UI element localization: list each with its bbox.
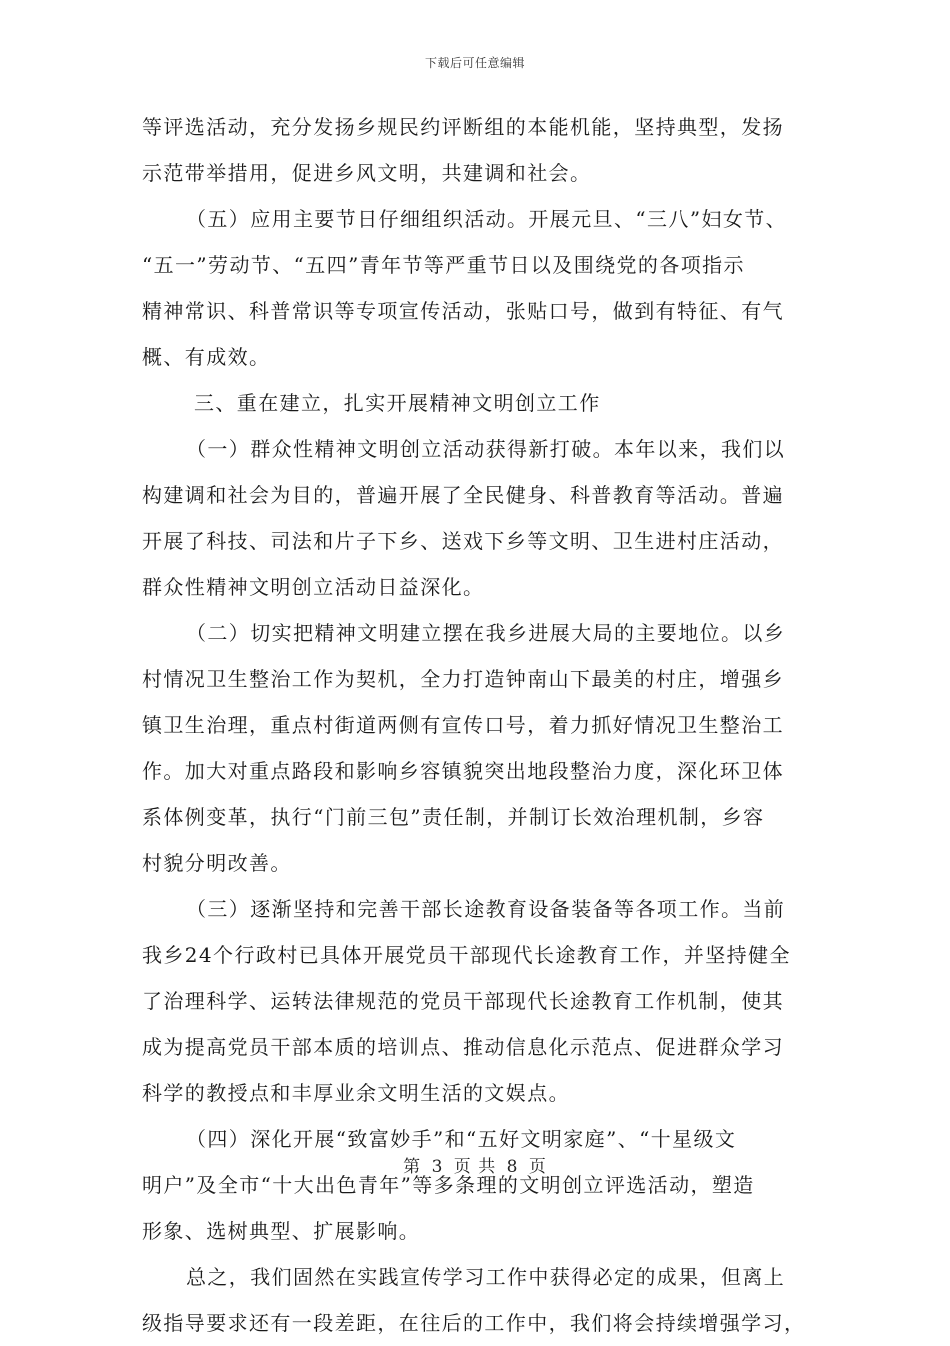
body-line: （三）逐渐坚持和完善干部长途教育设备装备等各项工作。当前 (186, 897, 786, 921)
page-label-mid: 页 共 (453, 1157, 497, 1177)
body-line: （二）切实把精神文明建立摆在我乡进展大局的主要地位。以乡 (186, 621, 786, 645)
body-line: 了治理科学、运转法律规范的党员干部现代长途教育工作机制，使其 (142, 989, 784, 1013)
body-line: 级指导要求还有一段差距，在往后的工作中，我们将会持续增强学习， (142, 1311, 806, 1335)
body-line: 构建调和社会为目的，普遍开展了全民健身、科普教育等活动。普遍 (142, 483, 784, 507)
page-label-suffix: 页 (528, 1157, 547, 1177)
current-page-number: 3 (431, 1157, 444, 1177)
body-line: “五一”劳动节、“五四”青年节等严重节日以及围绕党的各项指示 (142, 253, 745, 277)
body-line: 开展了科技、司法和片子下乡、送戏下乡等文明、卫生进村庄活动， (142, 529, 784, 553)
body-line: 精神常识、科普常识等专项宣传活动，张贴口号，做到有特征、有气 (142, 299, 784, 323)
body-line: （四）深化开展“致富妙手”和“五好文明家庭”、“十星级文 (186, 1127, 737, 1151)
body-line: 示范带举措用，促进乡风文明，共建调和社会。 (142, 161, 592, 185)
body-line: 作。加大对重点路段和影响乡容镇貌突出地段整治力度，深化环卫体 (142, 759, 784, 783)
page-header-note: 下载后可任意编辑 (424, 56, 525, 70)
body-line: 成为提高党员干部本质的培训点、推动信息化示范点、促进群众学习 (142, 1035, 784, 1059)
body-line: 村情况卫生整治工作为契机，全力打造钟南山下最美的村庄，增强乡 (142, 667, 784, 691)
body-line: （五）应用主要节日仔细组织活动。开展元旦、“三八”妇女节、 (186, 207, 788, 231)
section-heading: 三、重在建立，扎实开展精神文明创立工作 (194, 391, 601, 415)
body-line: 总之，我们固然在实践宣传学习工作中获得必定的成果，但离上 (186, 1265, 786, 1289)
body-line: 村貌分明改善。 (142, 851, 292, 875)
page-footer (0, 1152, 950, 1177)
body-line: 等评选活动，充分发扬乡规民约评断组的本能机能，坚持典型，发扬 (142, 115, 784, 139)
page-label-prefix: 第 (403, 1157, 422, 1177)
body-line: 科学的教授点和丰厚业余文明生活的文娱点。 (142, 1081, 570, 1105)
body-line: （一）群众性精神文明创立活动获得新打破。本年以来，我们以 (186, 437, 786, 461)
body-line: 概、有成效。 (142, 345, 271, 369)
body-line: 镇卫生治理，重点村街道两侧有宣传口号，着力抓好情况卫生整治工 (142, 713, 784, 737)
body-line: 形象、选树典型、扩展影响。 (142, 1219, 421, 1243)
total-pages-number: 8 (506, 1157, 519, 1177)
body-line: 系体例变革，执行“门前三包”责任制，并制订长效治理机制，乡容 (142, 805, 765, 829)
body-line: 群众性精神文明创立活动日益深化。 (142, 575, 485, 599)
body-line: 我乡24个行政村已具体开展党员干部现代长途教育工作，并坚持健全 (142, 943, 791, 967)
body-line: 明户”及全市“十大出色青年”等多条理的文明创立评选活动，塑造 (142, 1173, 755, 1197)
